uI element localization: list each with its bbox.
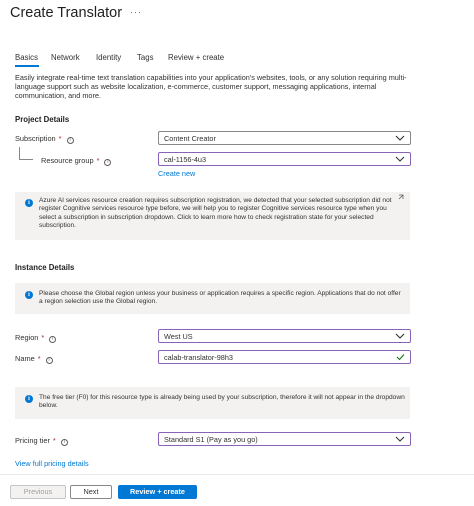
name-input[interactable]: calab-translator-98h3 [158,350,411,364]
info-icon[interactable]: i [61,439,68,446]
subscription-label: Subscription * i [15,134,74,144]
chevron-down-icon [395,134,405,142]
chevron-down-icon [395,155,405,163]
next-button[interactable]: Next [70,485,112,499]
create-new-link[interactable]: Create new [158,169,196,178]
tab-basics[interactable]: Basics [15,53,38,62]
tier-info-box [15,387,410,419]
resource-group-dropdown[interactable]: cal-1156-4u3 [158,152,411,166]
previous-button[interactable]: Previous [10,485,66,499]
info-circle-icon: i [25,199,33,207]
info-circle-icon: i [25,291,33,299]
info-icon[interactable]: i [49,336,56,343]
required-marker: * [41,333,45,342]
required-marker: * [96,156,100,165]
required-marker: * [37,354,41,363]
resource-group-label: Resource group * i [41,156,111,166]
subscription-dropdown[interactable]: Content Creator [158,131,411,145]
required-marker: * [52,436,56,445]
info-icon[interactable]: i [67,137,74,144]
info-icon[interactable]: i [46,357,53,364]
checkmark-icon [396,353,405,361]
tier-info-text: The free tier (F0) for this resource type is already being used by your subscription, therefore it will not appear in the dropdown below. [39,394,405,410]
region-info-box [15,283,410,314]
tree-connector [19,159,33,160]
info-icon[interactable]: i [104,159,111,166]
tab-identity[interactable]: Identity [96,53,122,62]
tab-review-create[interactable]: Review + create [168,53,225,62]
view-pricing-link[interactable]: View full pricing details [15,459,89,468]
required-marker: * [58,134,62,143]
description-text: Easily integrate real-time text translation capabilities into your application's websites, tools, or any solution requiring multi-language support such as website localization, e-commerce, customer support, messaging applications, internal communication, and more. [15,73,407,100]
chevron-down-icon [395,435,405,443]
tab-network[interactable]: Network [51,53,80,62]
registration-info-text: Azure AI services resource creation requires subscription registration, we detected that your selected subscription did not register Cognitive services resource type before, we will help you to register Cognitive services resource type when you select a subscription in subscription dropdown. Click to learn more how to check registration state for your selected subscription. [39,197,392,229]
registration-info-box [15,192,410,240]
chevron-down-icon [395,332,405,340]
project-details-heading: Project Details [15,115,70,124]
region-label: Region * i [15,333,56,343]
instance-details-heading: Instance Details [15,263,75,272]
more-options-button[interactable]: ··· [130,7,142,17]
external-link-icon[interactable] [396,194,404,202]
tab-tags[interactable]: Tags [137,53,154,62]
info-circle-icon: i [25,395,33,403]
tab-selected-indicator [15,65,39,67]
review-create-button[interactable]: Review + create [118,485,197,499]
region-dropdown[interactable]: West US [158,329,411,343]
pricing-tier-dropdown[interactable]: Standard S1 (Pay as you go) [158,432,411,446]
page-title: Create Translator [10,5,123,21]
footer-divider [0,474,474,475]
tree-connector [19,147,20,159]
name-label: Name * i [15,354,53,364]
region-info-text: Please choose the Global region unless your business or application requires a specific region. Applications that do not offer a region selection use the Global region. [39,290,401,306]
pricing-tier-label: Pricing tier * i [15,436,68,446]
